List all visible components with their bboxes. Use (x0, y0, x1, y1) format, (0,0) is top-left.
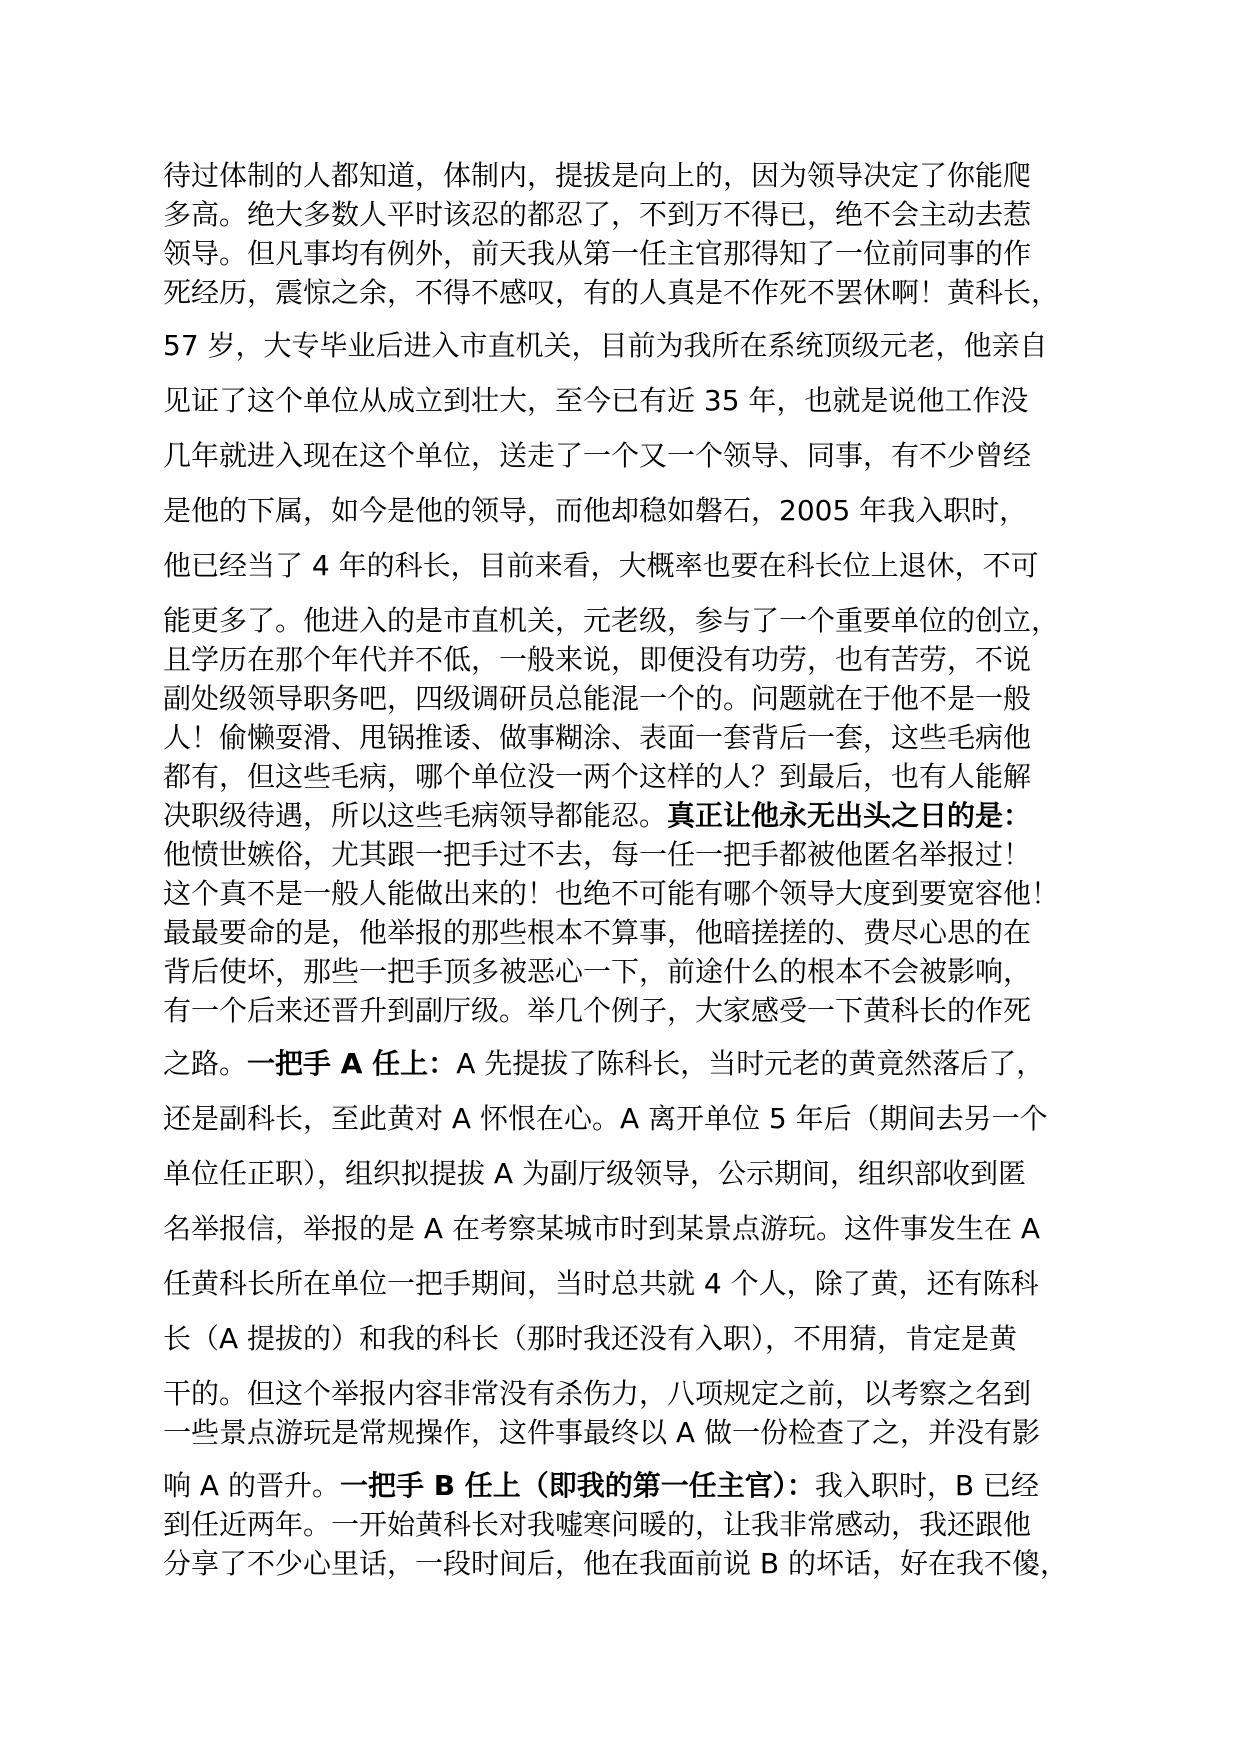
text-segment: 是他的下属，如今是他的领导，而他却稳如磐石，2005 年我入职时， (163, 494, 1028, 527)
text-line (163, 1546, 1088, 1582)
text-line (163, 915, 1088, 951)
text-segment: 死经历，震惊之余，不得不感叹，有的人真是不作死不罢休啊！黄科长， (163, 276, 1060, 309)
text-segment: 我入职时，B 已经 (814, 1469, 1039, 1502)
text-segment: 响 A 的晋升。 (163, 1469, 340, 1502)
text-line (163, 759, 1088, 795)
text-line (163, 1266, 1088, 1302)
text-segment: A 先提拔了陈科长，当时元老的黄竟然落后了， (456, 1047, 1045, 1080)
text-line (163, 720, 1088, 756)
text-segment: 到任近两年。一开始黄科长对我嘘寒问暖的，让我非常感动，我还跟他 (163, 1508, 1032, 1541)
text-line (163, 158, 1088, 194)
text-line (163, 603, 1088, 639)
bold-text-segment: 一把手 B 任上（即我的第一任主官）： (339, 1469, 815, 1502)
text-line (163, 438, 1088, 474)
text-segment: 57 岁，大专毕业后进入市直机关，目前为我所在系统顶级元老，他亲自 (163, 329, 1048, 362)
text-segment: 长（A 提拔的）和我的科长（那时我还没有入职），不用猜，肯定是黄 (163, 1322, 1018, 1355)
text-line (163, 1376, 1088, 1412)
text-segment: 人！偷懒耍滑、甩锅推诿、做事糊涂、表面一套背后一套，这些毛病他 (163, 721, 1032, 754)
text-segment: 任黄科长所在单位一把手期间，当时总共就 4 个人，除了黄，还有陈科 (163, 1267, 1039, 1300)
text-line (163, 548, 1088, 584)
text-line (163, 1321, 1088, 1357)
text-line (163, 642, 1088, 678)
text-segment: 还是副科长，至此黄对 A 怀恨在心。A 离开单位 5 年后（期间去另一个 (163, 1102, 1048, 1135)
text-line (163, 1101, 1088, 1137)
text-line (163, 1211, 1088, 1247)
text-segment: 分享了不少心里话，一段时间后，他在我面前说 B 的坏话，好在我不傻， (163, 1547, 1069, 1580)
text-segment: 有一个后来还晋升到副厅级。举几个例子，大家感受一下黄科长的作死 (163, 994, 1032, 1027)
text-line (163, 1156, 1088, 1192)
text-line (163, 197, 1088, 233)
text-segment: 待过体制的人都知道，体制内，提拔是向上的，因为领导决定了你能爬 (163, 159, 1032, 192)
text-segment: 单位任正职），组织拟提拔 A 为副厅级领导，公示期间，组织部收到匿 (163, 1157, 1026, 1190)
text-segment: 领导。但凡事均有例外，前天我从第一任主官那得知了一位前同事的作 (163, 237, 1032, 270)
text-segment: 决职级待遇，所以这些毛病领导都能忍。 (163, 799, 668, 832)
text-segment: 能更多了。他进入的是市直机关，元老级，参与了一个重要单位的创立， (163, 604, 1060, 637)
text-segment: 多高。绝大多数人平时该忍的都忍了，不到万不得已，绝不会主动去惹 (163, 198, 1032, 231)
text-line (163, 275, 1088, 311)
text-segment: 都有，但这些毛病，哪个单位没一两个这样的人？到最后，也有人能解 (163, 760, 1032, 793)
bold-text-segment: 真正让他永无出头之日的是： (667, 799, 1032, 832)
text-line (163, 328, 1088, 364)
text-line (163, 993, 1088, 1029)
text-segment: 最最要命的是，他举报的那些根本不算事，他暗搓搓的、费尽心思的在 (163, 916, 1032, 949)
text-segment: 且学历在那个年代并不低，一般来说，即便没有功劳，也有苦劳，不说 (163, 643, 1032, 676)
bold-text-segment: 一把手 A 任上： (247, 1047, 457, 1080)
text-line (163, 681, 1088, 717)
text-line (163, 876, 1088, 912)
text-segment: 见证了这个单位从成立到壮大，至今已有近 35 年，也就是说他工作没 (163, 384, 1029, 417)
text-segment: 名举报信，举报的是 A 在考察某城市时到某景点游玩。这件事发生在 A (163, 1212, 1041, 1245)
text-line (163, 383, 1088, 419)
text-line (163, 1507, 1088, 1543)
text-line (163, 493, 1088, 529)
text-line (163, 1468, 1088, 1504)
text-segment: 干的。但这个举报内容非常没有杀伤力，八项规定之前，以考察之名到 (163, 1377, 1032, 1410)
text-line (163, 1415, 1088, 1451)
text-segment: 他已经当了 4 年的科长，目前来看，大概率也要在科长位上退休，不可 (163, 549, 1039, 582)
text-line (163, 798, 1088, 834)
text-segment: 之路。 (163, 1047, 248, 1080)
text-line (163, 236, 1088, 272)
text-line (163, 1046, 1088, 1082)
text-segment: 这个真不是一般人能做出来的！也绝不可能有哪个领导大度到要宽容他！ (163, 877, 1060, 910)
text-segment: 副处级领导职务吧，四级调研员总能混一个的。问题就在于他不是一般 (163, 682, 1032, 715)
text-segment: 几年就进入现在这个单位，送走了一个又一个领导、同事，有不少曾经 (163, 439, 1032, 472)
text-segment: 一些景点游玩是常规操作，这件事最终以 A 做一份检查了之，并没有影 (163, 1416, 1040, 1449)
text-segment: 背后使坏，那些一把手顶多被恶心一下，前途什么的根本不会被影响， (163, 955, 1032, 988)
text-segment: 他愤世嫉俗，尤其跟一把手过不去，每一任一把手都被他匿名举报过！ (163, 838, 1032, 871)
text-line (163, 837, 1088, 873)
text-line (163, 954, 1088, 990)
